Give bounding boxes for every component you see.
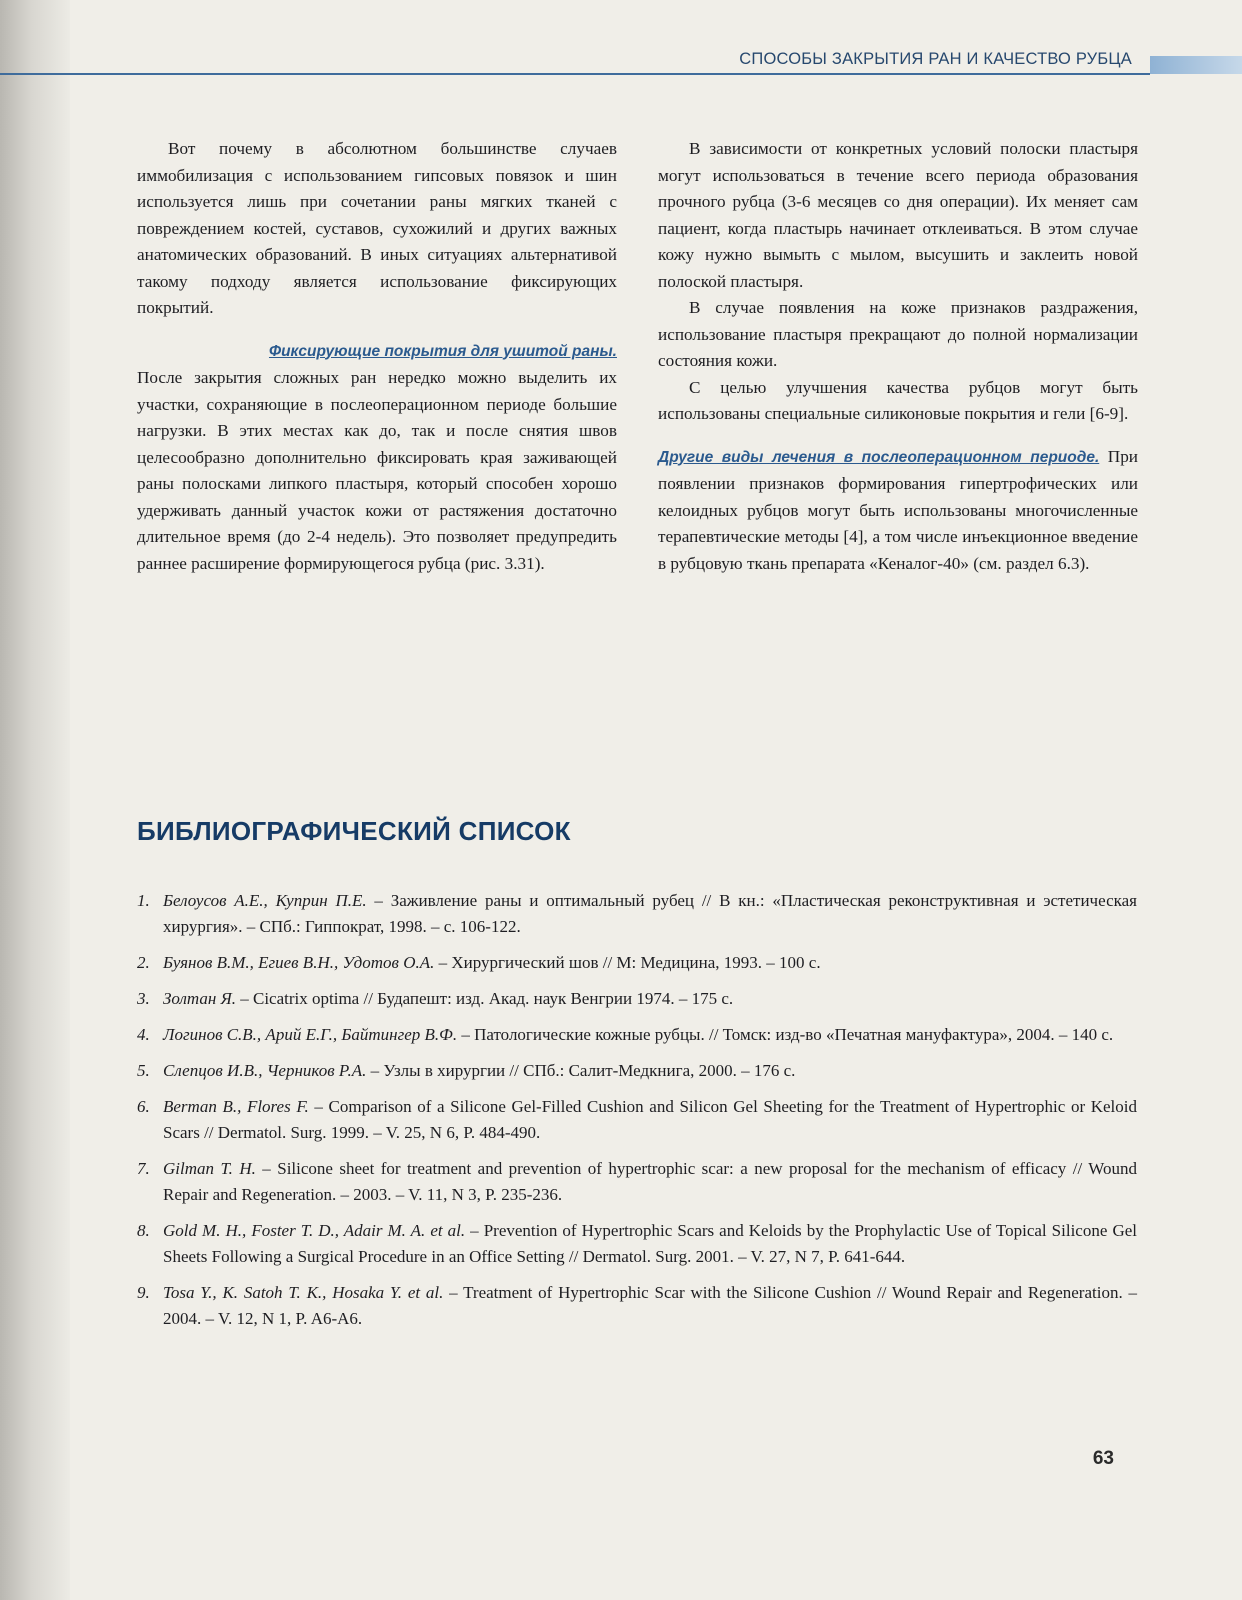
right-paragraph-3: С целью улучшения качества рубцов могут быть использованы специальные силиконовые покрытия и гели [6-9]. xyxy=(658,377,1138,423)
bibliography-item-text xyxy=(163,1094,1137,1146)
left-column xyxy=(137,136,617,577)
bibliography-item-number: 7. xyxy=(137,1159,150,1178)
bibliography-item-text xyxy=(163,1058,1137,1084)
right-paragraph-1: В зависимости от конкретных условий полоски пластыря могут использоваться в течение всего периода образования прочного рубца (3-6 месяцев со дня операции). Их меняет сам пациент, когда пластырь начинает отклеиваться. В этом случае кожу нужно вымыть с мылом, высушить и заклеить новой полоской пластыря. xyxy=(658,139,1138,291)
bibliography-item-number: 2. xyxy=(137,953,150,972)
bibliography-item xyxy=(137,1280,1137,1332)
left-paragraph-2: После закрытия сложных ран нередко можно выделить их участки, сохраняющие в послеоперационном периоде большие нагрузки. В этих местах как до, так и после снятия швов целесообразно дополнительно фиксировать края заживающей раны полосками липкого пластыря, который способен хорошо удерживать данный участок кожи от растяжения достаточно длительное время (до 2-4 недель). Это позволяет предупредить раннее расширение формирующегося рубца (рис. 3.31). xyxy=(137,368,617,573)
bibliography-item-authors: Gilman T. H. xyxy=(163,1159,256,1178)
bibliography-item-rest: – Silicone sheet for treatment and prevention of hypertrophic scar: a new proposal for the mechanism of efficacy // Wound Repair and Regeneration. – 2003. – V. 11, N 3, P. 235-236. xyxy=(163,1159,1137,1204)
bibliography-item-rest: – Патологические кожные рубцы. // Томск: изд-во «Печатная мануфактура», 2004. – 140 с. xyxy=(457,1025,1114,1044)
header-rule xyxy=(0,73,1150,75)
bibliography-item-rest: – Узлы в хирургии // СПб.: Салит-Медкнига, 2000. – 176 с. xyxy=(366,1061,796,1080)
bibliography-item xyxy=(137,1094,1137,1146)
bibliography-item xyxy=(137,1156,1137,1208)
bibliography-item-number: 9. xyxy=(137,1283,150,1302)
bibliography-item-rest: – Хирургический шов // М: Медицина, 1993. – 100 с. xyxy=(434,953,821,972)
bibliography-item-rest: – Comparison of a Silicone Gel-Filled Cushion and Silicon Gel Sheeting for the Treatment of Hypertrophic or Keloid Scars // Dermatol. Surg. 1999. – V. 25, N 6, P. 484-490. xyxy=(163,1097,1137,1142)
header-accent-bar xyxy=(1150,56,1242,74)
bibliography-item-number: 1. xyxy=(137,891,150,910)
bibliography-list xyxy=(137,888,1137,1342)
right-subhead: Другие виды лечения в послеоперационном периоде. xyxy=(658,448,1100,466)
bibliography-item-text xyxy=(163,1022,1137,1048)
bibliography-item xyxy=(137,986,1137,1012)
page-number: 63 xyxy=(1092,1448,1114,1469)
bibliography-item xyxy=(137,950,1137,976)
bibliography-item-number: 5. xyxy=(137,1061,150,1080)
left-subhead: Фиксирующие покрытия для ушитой раны. xyxy=(268,342,617,360)
running-head: СПОСОБЫ ЗАКРЫТИЯ РАН И КАЧЕСТВО РУБЦА xyxy=(739,50,1132,68)
bibliography-item-authors: Слепцов И.В., Черников Р.А. xyxy=(163,1061,367,1080)
bibliography-item-rest: – Treatment of Hypertrophic Scar with the Silicone Cushion // Wound Repair and Regeneration. – 2004. – V. 12, N 1, P. A6-A6. xyxy=(163,1283,1137,1328)
bibliography-item-authors: Gold M. H., Foster T. D., Adair M. A. et al. xyxy=(163,1221,466,1240)
bibliography-item xyxy=(137,1218,1137,1270)
bibliography-item-authors: Berman B., Flores F. xyxy=(163,1097,309,1116)
right-paragraph-4 xyxy=(658,444,1138,578)
bibliography-item-number: 4. xyxy=(137,1025,150,1044)
bibliography-item-text xyxy=(163,1218,1137,1270)
left-subhead-line xyxy=(137,338,617,366)
bibliography-item xyxy=(137,1058,1137,1084)
bibliography-item-text xyxy=(163,986,1137,1012)
bibliography-item-rest: – Заживление раны и оптимальный рубец // В кн.: «Пластическая реконструктивная и эстетическая хирургия». – СПб.: Гиппократ, 1998. – с. 106-122. xyxy=(163,891,1137,936)
bibliography-item-text xyxy=(163,950,1137,976)
right-column xyxy=(658,136,1138,577)
bibliography-item-authors: Белоусов А.Е., Куприн П.Е. xyxy=(163,891,367,910)
bibliography-item-text xyxy=(163,888,1137,940)
right-paragraph-4-text: При появлении признаков формирования гипертрофических или келоидных рубцов могут быть использованы многочисленные терапевтические методы [4], а том числе инъекционное введение в рубцовую ткань препарата «Кеналог-40» (см. раздел 6.3). xyxy=(658,446,1138,573)
bibliography-item-number: 3. xyxy=(137,989,150,1008)
bibliography-item-rest: – Prevention of Hypertrophic Scars and Keloids by the Prophylactic Use of Topical Silicone Gel Sheets Following a Surgical Procedure in an Office Setting // Dermatol. Surg. 2001. – V. 27, N 7, P. 641-644. xyxy=(163,1221,1137,1266)
bibliography-item-authors: Логинов С.В., Арий Е.Г., Байтингер В.Ф. xyxy=(163,1025,458,1044)
right-paragraph-2: В случае появления на коже признаков раздражения, использование пластыря прекращают до полной нормализации состояния кожи. xyxy=(658,298,1138,370)
left-paragraph-1: Вот почему в абсолютном большинстве случаев иммобилизация с использованием гипсовых повязок и шин используется лишь при сочетании раны мягких тканей с повреждением костей, суставов, сухожилий и других важных анатомических образований. В иных ситуациях альтернативой такому подходу является использование фиксирующих покрытий. xyxy=(137,139,617,317)
bibliography-item-number: 6. xyxy=(137,1097,150,1116)
bibliography-item xyxy=(137,1022,1137,1048)
bibliography-item-rest: – Cicatrix optima // Будапешт: изд. Акад. наук Венгрии 1974. – 175 с. xyxy=(236,989,734,1008)
page-spine-shadow xyxy=(0,0,70,1600)
bibliography-item-authors: Золтан Я. xyxy=(163,989,236,1008)
bibliography-item-authors: Tosa Y., K. Satoh T. K., Hosaka Y. et al. xyxy=(163,1283,444,1302)
bibliography-item-authors: Буянов В.М., Егиев В.Н., Удотов О.А. xyxy=(163,953,435,972)
bibliography-item-number: 8. xyxy=(137,1221,150,1240)
bibliography-item-text xyxy=(163,1156,1137,1208)
bibliography-heading: БИБЛИОГРАФИЧЕСКИЙ СПИСОК xyxy=(137,816,571,846)
bibliography-item-text xyxy=(163,1280,1137,1332)
bibliography-item xyxy=(137,888,1137,940)
